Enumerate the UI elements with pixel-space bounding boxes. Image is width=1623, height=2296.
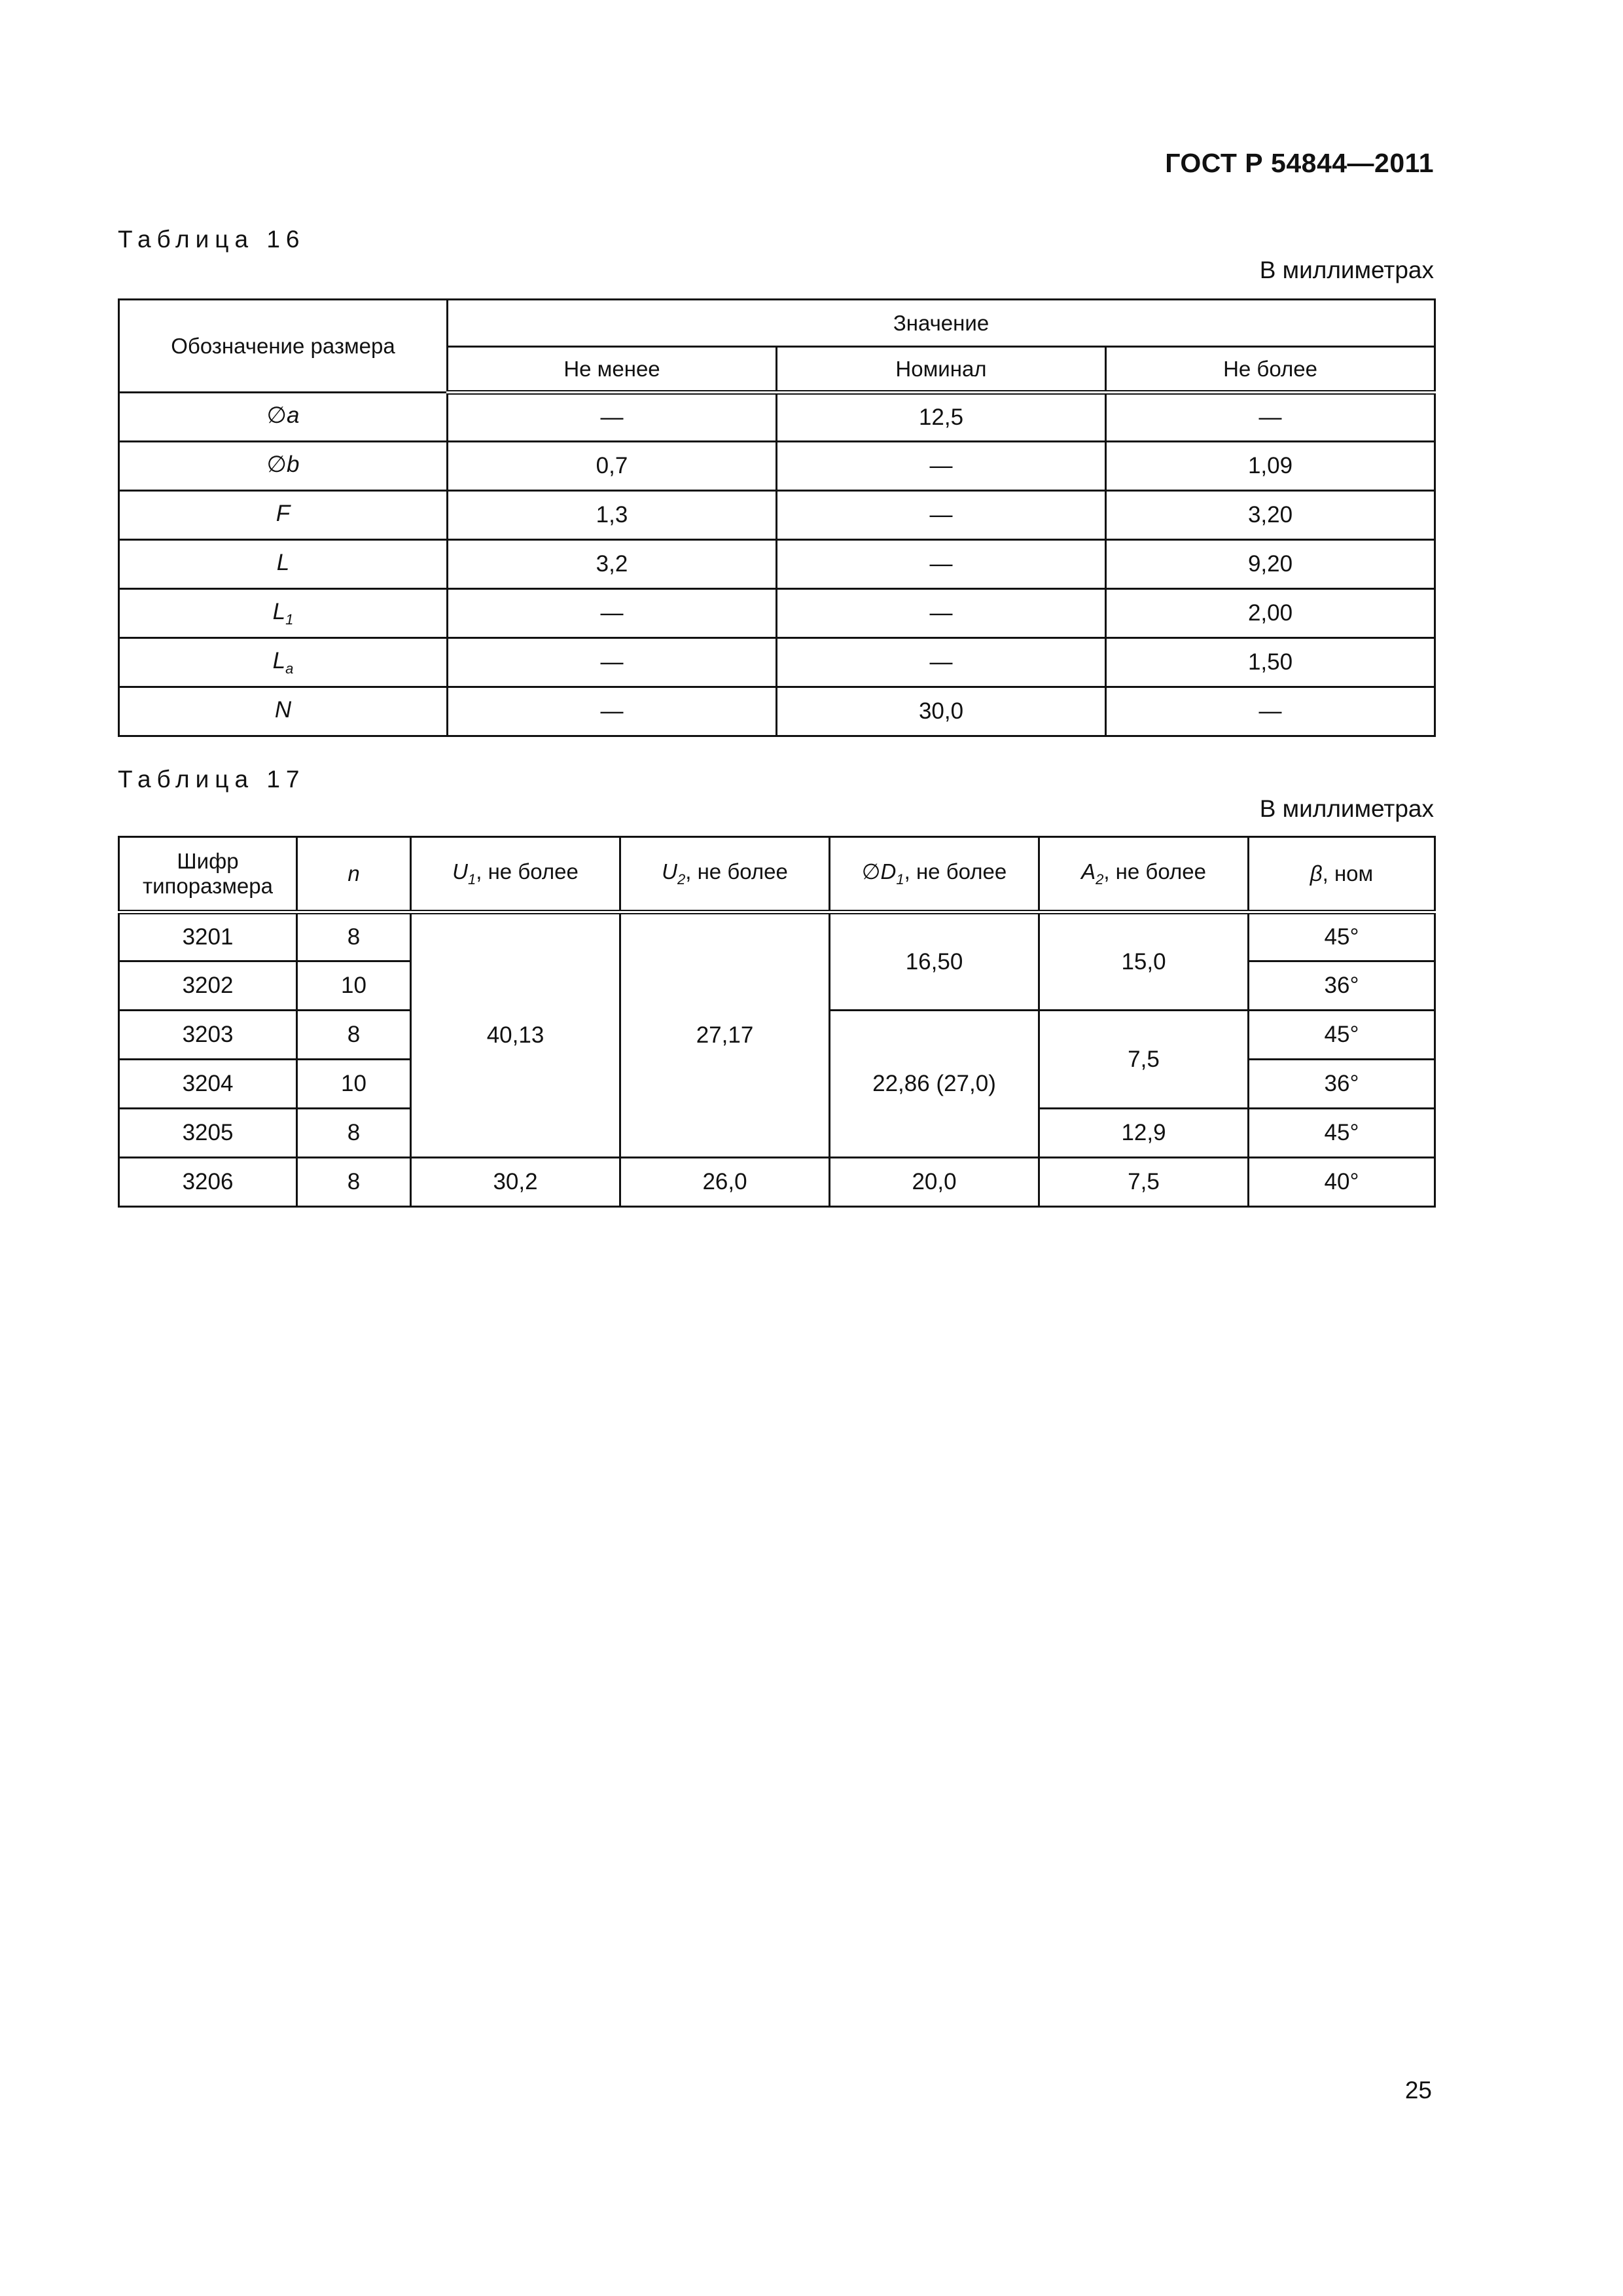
t16-nominal: —: [777, 540, 1106, 589]
t16-max: 3,20: [1106, 491, 1435, 540]
t17-n: 8: [297, 912, 411, 961]
t17-header-n: n: [297, 837, 411, 912]
t17-a2-merged: 7,5: [1039, 1011, 1249, 1109]
t16-max: —: [1106, 687, 1435, 736]
t17-beta: 45°: [1249, 912, 1435, 961]
t17-n: 8: [297, 1109, 411, 1158]
table-row: [119, 540, 1435, 589]
table-row: [119, 687, 1435, 736]
t17-code: 3206: [119, 1158, 297, 1207]
t16-min: 3,2: [448, 540, 777, 589]
document-code: ГОСТ Р 54844—2011: [1165, 148, 1434, 178]
t16-symbol: ∅b: [119, 442, 448, 491]
t17-beta: 36°: [1249, 1060, 1435, 1109]
t17-d1-merged: 16,50: [830, 912, 1039, 1011]
t16-nominal: —: [777, 589, 1106, 638]
t17-a2-merged: 15,0: [1039, 912, 1249, 1011]
t17-beta: 45°: [1249, 1109, 1435, 1158]
t16-symbol: L: [119, 540, 448, 589]
table-row: [119, 491, 1435, 540]
table-17-caption: Таблица 17: [118, 766, 306, 793]
t16-min: 0,7: [448, 442, 777, 491]
t16-min: —: [448, 589, 777, 638]
table-16-units: В миллиметрах: [1259, 257, 1434, 283]
t16-max: 1,09: [1106, 442, 1435, 491]
t17-code: 3205: [119, 1109, 297, 1158]
t17-header-beta: β, ном: [1249, 837, 1435, 912]
t16-nominal: 12,5: [777, 393, 1106, 442]
t17-beta: 36°: [1249, 961, 1435, 1011]
t16-symbol: $L_1$: [119, 589, 448, 638]
t17-u2: 26,0: [620, 1158, 830, 1207]
t17-a2: 7,5: [1039, 1158, 1249, 1207]
t16-max: 1,50: [1106, 638, 1435, 687]
t16-min: —: [448, 393, 777, 442]
t16-nominal: —: [777, 442, 1106, 491]
table-row: [119, 393, 1435, 442]
t16-header-min: Не менее: [448, 347, 777, 393]
table-17-units: В миллиметрах: [1259, 795, 1434, 822]
t17-code: 3203: [119, 1011, 297, 1060]
t16-nominal: —: [777, 491, 1106, 540]
page-number: 25: [1404, 2077, 1432, 2104]
t17-u1: 30,2: [411, 1158, 620, 1207]
t16-symbol: F: [119, 491, 448, 540]
t17-n: 8: [297, 1158, 411, 1207]
table-16-caption: Таблица 16: [118, 226, 306, 253]
table-row: [119, 912, 1435, 961]
t16-min: 1,3: [448, 491, 777, 540]
t16-header-designation: Обозначение размера: [119, 300, 448, 393]
t17-header-d1: $\emptyset D_1$, не более: [830, 837, 1039, 912]
t16-symbol: $L_a$: [119, 638, 448, 687]
table-row: [119, 589, 1435, 638]
t16-symbol: N: [119, 687, 448, 736]
t17-header-a2: $A_2$, не более: [1039, 837, 1249, 912]
t16-nominal: —: [777, 638, 1106, 687]
t17-header-u2: $U_2$, не более: [620, 837, 830, 912]
t17-n: 10: [297, 1060, 411, 1109]
t17-u1-merged: 40,13: [411, 912, 620, 1158]
table-row: [119, 442, 1435, 491]
table-16: [118, 298, 1436, 737]
t16-max: 2,00: [1106, 589, 1435, 638]
t16-min: —: [448, 638, 777, 687]
t17-code: 3201: [119, 912, 297, 961]
t17-beta: 45°: [1249, 1011, 1435, 1060]
table-17: [118, 836, 1436, 1208]
t17-n: 10: [297, 961, 411, 1011]
t17-header-code: Шифр типоразмера: [119, 837, 297, 912]
t16-max: 9,20: [1106, 540, 1435, 589]
t17-n: 8: [297, 1011, 411, 1060]
t17-a2: 12,9: [1039, 1109, 1249, 1158]
t16-header-nominal: Номинал: [777, 347, 1106, 393]
t17-code: 3204: [119, 1060, 297, 1109]
table-row: [119, 638, 1435, 687]
t16-min: —: [448, 687, 777, 736]
t17-code: 3202: [119, 961, 297, 1011]
t16-symbol: ∅a: [119, 393, 448, 442]
t17-d1-merged: 22,86 (27,0): [830, 1011, 1039, 1158]
t16-max: —: [1106, 393, 1435, 442]
table-row: [119, 1158, 1435, 1207]
t17-header-u1: $U_1$, не более: [411, 837, 620, 912]
t17-d1: 20,0: [830, 1158, 1039, 1207]
t16-header-max: Не более: [1106, 347, 1435, 393]
t16-nominal: 30,0: [777, 687, 1106, 736]
t16-header-value: Значение: [448, 300, 1435, 347]
t17-u2-merged: 27,17: [620, 912, 830, 1158]
t17-beta: 40°: [1249, 1158, 1435, 1207]
